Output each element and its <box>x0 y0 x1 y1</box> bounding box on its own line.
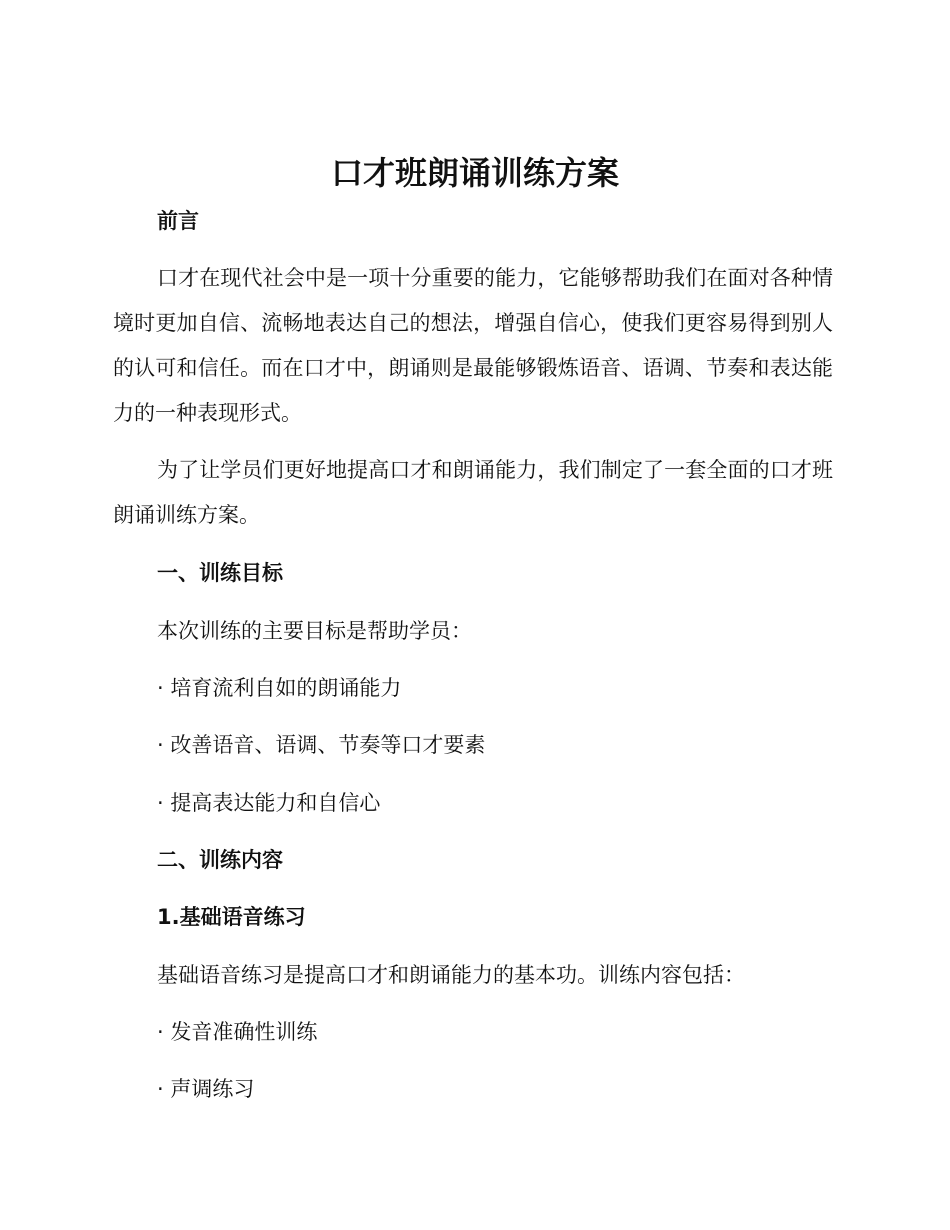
preface-paragraph-2: 为了让学员们更好地提高口才和朗诵能力，我们制定了一套全面的口才班朗诵训练方案。 <box>113 458 833 527</box>
document-title: 口才班朗诵训练方案 <box>330 154 619 192</box>
subsection1-intro: 基础语音练习是提高口才和朗诵能力的基本功。训练内容包括： <box>157 963 745 987</box>
section1-list-item-3: · 提高表达能力和自信心 <box>157 791 381 815</box>
section1-heading: 一、训练目标 <box>157 561 283 585</box>
subsection1-heading: 1.基础语音练习 <box>157 905 306 929</box>
section2-heading: 二、训练内容 <box>157 848 283 872</box>
subsection1-list-item-2: · 声调练习 <box>157 1077 255 1101</box>
section1-list-item-2: · 改善语音、语调、节奏等口才要素 <box>157 733 486 757</box>
section1-list-item-1: · 培育流利自如的朗诵能力 <box>157 676 402 700</box>
subsection1-list-item-1: · 发音准确性训练 <box>157 1020 318 1044</box>
preface-paragraph-1: 口才在现代社会中是一项十分重要的能力，它能够帮助我们在面对各种情境时更加自信、流畅地表达自己的想法，增强自信心，使我们更容易得到别人的认可和信任。而在口才中，朗诵则是最能够锻炼语音、语调、节奏和表达能力的一种表现形式。 <box>113 266 833 425</box>
section1-intro: 本次训练的主要目标是帮助学员： <box>157 619 472 643</box>
preface-heading: 前言 <box>157 209 199 233</box>
